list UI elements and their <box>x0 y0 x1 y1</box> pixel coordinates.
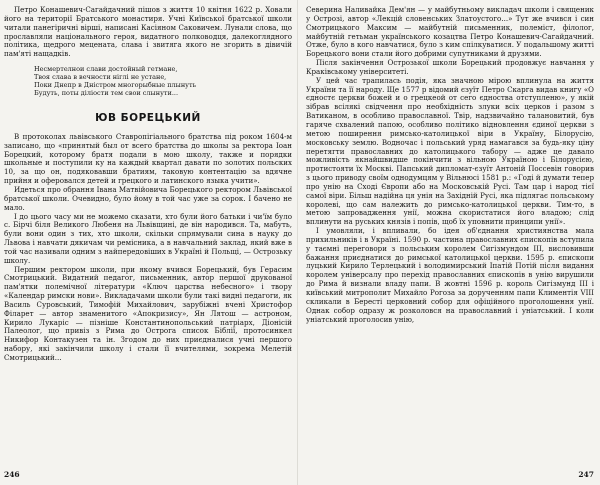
page-number-right: 247 <box>578 470 594 480</box>
epigraph <box>34 65 292 97</box>
body-paragraph: І до цього часу ми не можемо сказати, хто були його батьки і чи'їм було с. Бірчі біля Великого Любеня на Львівщині, де він народився. Та, мабуть, були вони один з тих, хто школи, скільки спрямували сина в науку до Львова і навчати дякичам чи ремісника, а в навчальний заклад, який вже в той час називали одним з найпередовіших в Україні й Польщі, — Острозьку школу. <box>4 211 292 265</box>
body-paragraph: Северина Наливайка Дем'ян — у майбутньому викладач школи і священик у Острозі, автор «Лекцій словенських Златоустого...» Тут же вчився і син Смотрицького Максим — майбутній письменник, полеміст, філолог, майбутній гетьман українського козацтва Петро Конашевич-Сагайдачний. Отже, було в кого навчатися, було з ким спілкуватися. У подальшому житті Борецького вони стали його добрими супутниками й друзями. <box>306 6 594 59</box>
body-paragraph: Першим ректором школи, при якому вчився Борецький, був Герасим Смотрицький. Видатний педагог, письменник, автор першої друкованої пам'ятки полемічної літератури «Ключ царства небесного» і твору «Календар римски нови». Викладачами школи були такі видні педагоги, як Василь Суровський, Тимофій Михайлович, зарубіжні вчені Христофор Філарет — автор знаменитого «Апокризису», Ян Лятош — астроном, Кирило Лукаріс — пізніше Константинопольський патріарх, Діонісій Палеолог, що привіз з Рима до Острога список Біблії, протосинкел Никифор Контакузен та ін. Згодом до них приєдналися учні першого набору, які закінчили школу і стали її вчителями, зокрема Мелетій Смотрицький... <box>4 264 292 362</box>
left-page <box>4 6 292 480</box>
body-paragraph: Після закінчення Острозької школи Борецький продовжує навчання у Краківському університеті. <box>306 58 594 76</box>
page-number-left: 246 <box>4 470 20 480</box>
intro-paragraph: Петро Конашевич-Сагайдачний пішов з життя 10 квітня 1622 р. Ховали його на території Братського монастиря. Учні Київської братської школи читали панегіричні вірші, написані Касіяном Саковичем. Лунали слова, що прославляли національного героя, видатного полководця, далекоглядного політика, щедрого мецената, слава і звитяга якого не згорить в дівичій пам'яті нащадків. <box>4 6 292 59</box>
body-paragraph: І умовляли, і впливали, бо ідея об'єднання християнства мала прихильників і в Україні. 1590 р. частина православних єпископів вступила у таємні переговори з польським королем Сигізмундом III, висловивши бажання приєднатися до римської католицької церкви. 1595 р. єпископи луцький Кирило Терлецький і володимирський Іпатій Потій після видання королем універсалу про перехід православних єпископів в унію вирушили до Рима й визнали владу папи. В жовтні 1596 р. король Сигізмунд III і київський митрополит Михайло Рогоза за дорученням папи Климентія VIII скликали в Бересті церковний собор для офіційного проголошення унії. Однак собор одразу ж розколовся на православний і уніатський. І коли уніатський проголосив унію, <box>306 226 594 324</box>
right-page <box>306 6 594 480</box>
section-heading: ЮВ БОРЕЦЬКИЙ <box>95 112 201 125</box>
epigraph-line: Твоя слава в вечности ніглі не устане, <box>34 73 167 82</box>
body-paragraph: У цей час трапилась подія, яка значною мірою вплинула на життя України та її народу. Ще 1577 р відомий єзуїт Петро Скарга видав книгу «О єдностє церкви божей и о грецкеой от сего єдноства отступленю», у якій зібрав всілякі свідчення про необхідність злуки всіх церков і разом з Ватиканом, в особливо православної. Твір, надзвичайно талановитий, був гаряче схвалений папою, особливо політико відновлення єдиної церкви з метою поширення римсько-католицької віри в Україну, Білорусію, московську землю. Водночас і польський уряд намагався за будь-яку ціну перетягти православних до католицького табору — адже це давало можливість якнайшвидше покінчити з вільною Україною і Білорусією, протистояти їх Москві. Папський дипломат-єзуїт Антоній Поссевін говорив з цього приводу своїм однодумцям у Вільнюсі 1581 р.: «Годі й думати тепер про унію на Сході Європи або на Московській Русі. Там цар і народ тієї самої віри. Більш надійна ця унія на Західній Русі, яка підлягає польському королеві, що сам належить до римсько-католицької церкви. Тим-то, в метою запровадження унії, можна скористатися його владою; слід вплинути на руських князів і попів, щоб їх уповнити принципи унії». <box>306 75 594 227</box>
epigraph-line: Несмертелнои слави достойный гетмане, <box>34 65 178 74</box>
page-gutter <box>297 0 298 485</box>
epigraph-line: Поки Днепр в Дністром многорыбные плынуть <box>34 81 197 90</box>
body-paragraph: Идеться про обрання Івана Матвійовича Борецького ректором Львівської братської школи. Очевидно, було йому в той час уже за сорок. І бачено не мало. <box>4 184 292 212</box>
body-paragraph: В протоколах львівського Ставропігіального братства під роком 1604-м записано, що «принятый был от всего братства до школы за ректора Іоан Борецкий, которому братя подали в мою школу, также и порядки школьные и поступили ку на каждый квартал давати по золотих польских 10, за що он, подяковавши братиям, таковую контентацію за вдячне прийня и оферовался детей и грецкого и латинского языка учити». <box>4 131 292 186</box>
epigraph-line: Будуть, поты діліости тем свои слынути... <box>34 89 179 98</box>
